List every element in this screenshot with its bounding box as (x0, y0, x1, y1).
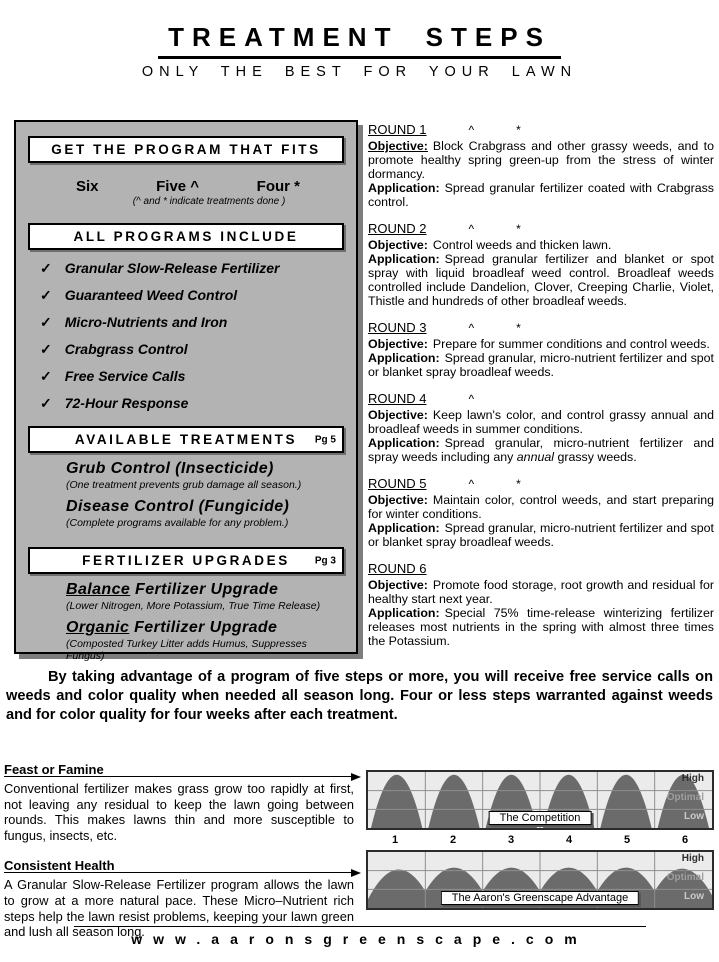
feast-or-famine-heading (4, 762, 354, 779)
upgrade-name: Organic (66, 619, 130, 636)
round-section (368, 320, 714, 379)
round-number: 5 (623, 834, 631, 846)
field-label: Application: (368, 351, 440, 365)
round-section (368, 476, 714, 549)
field-label: Objective: (368, 578, 428, 592)
check-item-label: Micro-Nutrients and Iron (64, 314, 228, 330)
upgrade-name: Balance (66, 581, 131, 598)
page-header (0, 22, 719, 80)
check-item-label: Guaranteed Weed Control (64, 287, 238, 303)
round-section (368, 221, 714, 308)
check-item-label: Free Service Calls (64, 368, 186, 384)
upgrade-item (66, 619, 344, 662)
round-text: Application: Special 75% time-release winterizing fertilizer releases most nutrients in the spring with almost three times the Potassium. (368, 606, 714, 648)
panel-header-text: FERTILIZER UPGRADES (82, 553, 290, 568)
program-options (28, 178, 344, 195)
program-note: (^ and * indicate treatments done ) (132, 196, 286, 207)
check-icon: ✓ (40, 260, 52, 276)
consistent-health-text: A Granular Slow-Release Fertilizer program allows the lawn to grow at a more natural pace. These Micro–Nutrient rich steps help the lawn resist problems, keeping your lawn green and lush all season long. (4, 877, 354, 940)
band-label-optimal: Optimal (666, 792, 704, 803)
footer-divider (74, 926, 646, 927)
round-title: ROUND 1 (368, 122, 427, 137)
round-text: Objective: Promote food storage, root growth and residual for healthy start next year. (368, 578, 714, 606)
panel-header-get-program (28, 136, 344, 163)
field-label: Objective: (368, 139, 428, 153)
program-five: Five ^ (156, 178, 200, 195)
round-title: ROUND 4 (368, 391, 427, 406)
band-label-low: Low (684, 811, 704, 822)
rounds-column (368, 122, 714, 660)
treatment-title: Disease Control (Fungicide) (66, 498, 290, 515)
band-label-optimal: Optimal (666, 872, 704, 883)
treatment-mark: ^ (468, 222, 475, 236)
round-header (368, 122, 714, 137)
field-label: Application: (368, 181, 440, 195)
feast-or-famine-text: Conventional fertilizer makes grass grow too rapidly at first, not leaving any residual to keep the lawn going between rounds. This makes lawns thin and more susceptible to fungus, insects, etc. (4, 781, 354, 843)
check-item-label: Crabgrass Control (64, 341, 188, 357)
treatment-mark: * (516, 123, 521, 137)
bottom-left-column (4, 762, 354, 940)
round-number: 3 (507, 834, 515, 846)
round-header (368, 561, 714, 576)
round-text: Application: Spread granular, micro-nutrient fertilizer and spot or blanket spray broadleaf weeds. (368, 351, 714, 379)
page-subtitle: ONLY THE BEST FOR YOUR LAWN (141, 64, 578, 80)
check-item (40, 314, 344, 331)
upgrade-item (66, 581, 344, 612)
all-programs-list (28, 260, 344, 412)
round-text: Application: Spread granular, micro-nutrient fertilizer and spot or blanket spray broadleaf weeds. (368, 521, 714, 549)
program-six: Six (76, 178, 99, 195)
heading-text: Feast or Famine (4, 762, 104, 777)
round-text: Objective: Maintain color, control weeds, and start preparing for winter conditions. (368, 493, 714, 521)
check-item (40, 368, 344, 385)
page-footer (0, 926, 719, 947)
consistent-health-heading (4, 858, 354, 875)
round-number-axis (366, 832, 714, 848)
check-item (40, 341, 344, 358)
upgrade-title (66, 581, 344, 599)
promo-paragraph: By taking advantage of a program of five steps or more, you will receive free service calls on weeds and color quality when needed all season long. Four or less steps warranted against weeds and for color quality for four weeks after each treatment. (6, 669, 713, 723)
field-label: Objective: (368, 337, 428, 351)
band-label-low: Low (684, 891, 704, 902)
program-panel (14, 120, 358, 662)
panel-header-text: AVAILABLE TREATMENTS (74, 432, 298, 447)
panel-header-available-treatments (28, 426, 344, 453)
round-number: 1 (391, 834, 399, 846)
round-section (368, 561, 714, 648)
treatment-mark: ^ (468, 392, 475, 406)
treatment-note: (One treatment prevents grub damage all season.) (66, 479, 302, 491)
round-header (368, 320, 714, 335)
check-icon: ✓ (40, 368, 52, 384)
band-label-high: High (681, 853, 704, 864)
field-label: Objective: (368, 408, 428, 422)
round-title: ROUND 3 (368, 320, 427, 335)
heading-text: Consistent Health (4, 858, 115, 874)
treatment-item (66, 498, 344, 529)
field-label: Application: (368, 436, 440, 450)
round-text: Objective: Control weeds and thicken lawn. (368, 238, 612, 252)
website-link[interactable]: www.aaronsgreenscape.com (131, 931, 588, 947)
treatment-mark: * (516, 477, 521, 491)
check-icon: ✓ (40, 314, 52, 330)
treatment-mark: ^ (468, 123, 475, 137)
round-title: ROUND 5 (368, 476, 427, 491)
upgrade-suffix: Fertilizer Upgrade (129, 619, 278, 636)
round-text: Application: Spread granular fertilizer coated with Crabgrass control. (368, 181, 714, 209)
page-reference: Pg 3 (314, 555, 336, 566)
page-title: TREATMENT STEPS (158, 22, 561, 59)
treatment-mark: ^ (468, 477, 475, 491)
check-item (40, 260, 344, 277)
upgrade-note: (Lower Nitrogen, More Potassium, True Time Release) (66, 600, 321, 612)
page-reference: Pg 5 (314, 434, 336, 445)
round-text: Application: Spread granular, micro-nutrient fertilizer and spray weeds including any annual grassy weeds. (368, 436, 714, 464)
treatment-title: Grub Control (Insecticide) (66, 460, 274, 477)
round-number: 6 (681, 834, 689, 846)
panel-header-all-programs (28, 223, 344, 250)
round-title: ROUND 6 (368, 561, 427, 576)
upgrade-suffix: Fertilizer Upgrade (130, 581, 279, 598)
round-text: Application: Spread granular fertilizer and blanket or spot spray with liquid broadleaf weed control. Broadleaf weeds controlled include Dandelion, Clover, Creeping Charlie, Violet, Thistle and hundreds of other broadleaf weeds. (368, 252, 714, 308)
upgrade-note: (Composted Turkey Litter adds Humus, Suppresses Fungus) (66, 638, 307, 662)
competition-caption: The Competition (489, 811, 592, 825)
panel-header-text: ALL PROGRAMS INCLUDE (73, 229, 299, 244)
check-item-label: 72-Hour Response (64, 395, 189, 411)
check-item-label: Granular Slow-Release Fertilizer (64, 260, 280, 276)
program-four: Four * (256, 178, 300, 195)
band-label-high: High (681, 773, 704, 784)
round-section (368, 122, 714, 209)
treatment-item (66, 460, 344, 491)
round-number: 2 (449, 834, 457, 846)
field-label: Application: (368, 606, 440, 620)
round-text: Objective: Block Crabgrass and other grassy weeds, and to promote healthy spring green-up from the stress of winter dormancy. (368, 139, 714, 181)
treatment-mark: * (516, 222, 521, 236)
check-icon: ✓ (40, 395, 52, 411)
advantage-caption: The Aaron's Greenscape Advantage (441, 891, 639, 905)
check-icon: ✓ (40, 287, 52, 303)
treatment-note: (Complete programs available for any problem.) (66, 517, 289, 529)
round-section (368, 391, 714, 464)
competition-chart (366, 770, 714, 830)
round-text: Objective: Keep lawn's color, and control grassy annual and broadleaf weeds in summer conditions. (368, 408, 714, 436)
field-label: Objective: (368, 493, 428, 507)
field-label: Objective: (368, 238, 428, 252)
round-header (368, 391, 714, 406)
check-item (40, 287, 344, 304)
check-icon: ✓ (40, 341, 52, 357)
round-number: 4 (565, 834, 573, 846)
panel-header-text: GET THE PROGRAM THAT FITS (51, 142, 321, 157)
advantage-chart (366, 850, 714, 910)
round-header (368, 221, 714, 236)
field-label: Application: (368, 252, 440, 266)
round-header (368, 476, 714, 491)
panel-header-fertilizer-upgrades (28, 547, 344, 574)
upgrade-title (66, 619, 344, 637)
check-item (40, 395, 344, 412)
field-label: Application: (368, 521, 440, 535)
treatment-mark: ^ (468, 321, 475, 335)
charts-column (366, 770, 714, 910)
treatment-mark: * (516, 321, 521, 335)
round-text: Objective: Prepare for summer conditions and control weeds. (368, 337, 710, 351)
round-title: ROUND 2 (368, 221, 427, 236)
